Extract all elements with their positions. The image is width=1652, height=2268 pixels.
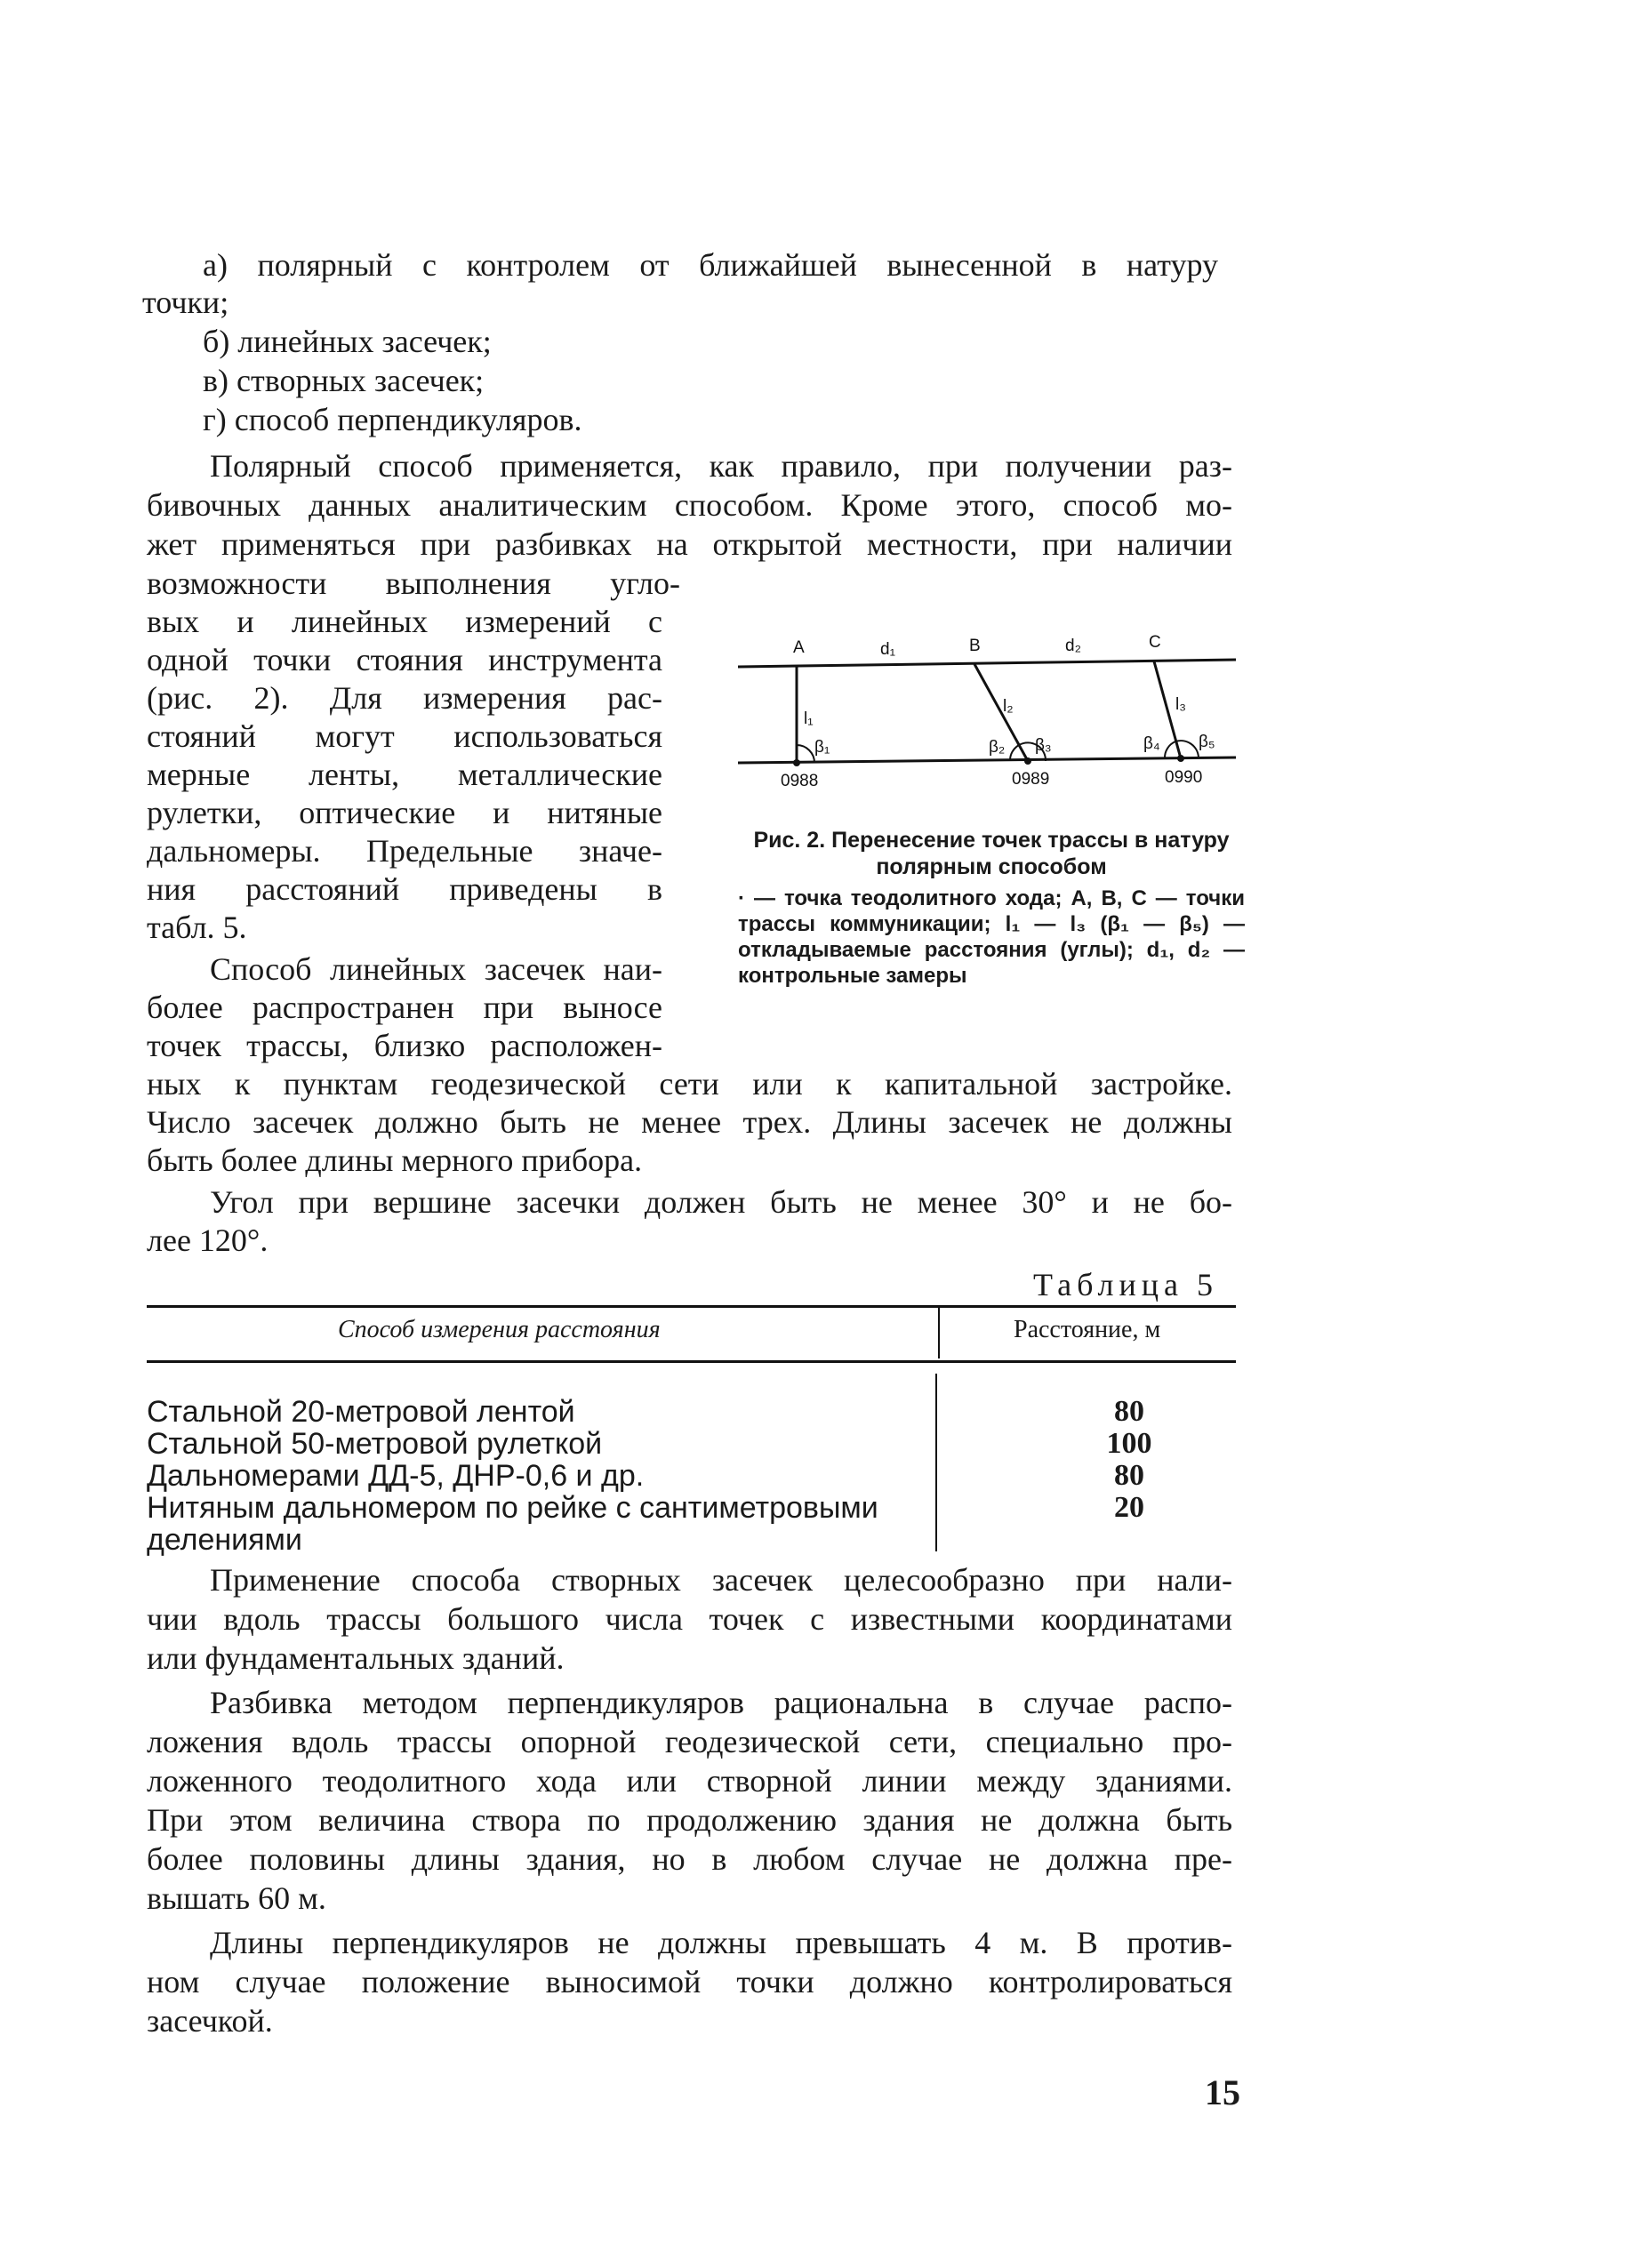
paragraph-line: дальномеры. Предельные значе- [147,833,662,869]
figure-caption-body: · — точка теодолитного хода; A, B, C — точки трассы коммуникации; l₁ — l₃ (β₁ — β₅) — откладываемые расстояния (углы); d₁, d₂ — контрольные замеры [738,886,1245,988]
paragraph-line: рулетки, оптические и нитяные [147,795,662,830]
paragraph-line: При этом величина створа по продолжению здания не должна быть [147,1802,1232,1838]
trace-line [738,660,1236,667]
paragraph-line: (рис. 2). Для измерения рас- [147,680,662,716]
paragraph-line: ных к пунктам геодезической сети или к капитальной застройке. [147,1066,1232,1102]
paragraph-line: ложения вдоль трассы опорной геодезической сети, специально про- [147,1724,1232,1759]
paragraph-line: Применение способа створных засечек целесообразно при нали- [210,1562,1232,1598]
paragraph-line: ном случае положение выносимой точки должно контролироваться [147,1964,1232,2000]
paragraph-line: Разбивка методом перпендикуляров рациональна в случае распо- [210,1685,1232,1720]
length-label-l1: l₁ [804,709,814,728]
table-row [147,1492,1258,1556]
paragraph-line: вых и линейных измерений с [147,604,662,639]
figure-caption-title: Рис. 2. Перенесение точек трассы в натуру полярным способом [753,828,1230,879]
paragraph-line: Длины перпендикуляров не должны превышать 4 м. В против- [210,1925,1232,1960]
paragraph-line: точек трассы, близко расположен- [147,1028,662,1063]
paragraph-line: бивочных данных аналитическим способом. Кроме этого, способ мо- [147,487,1232,523]
figure-drawing [738,631,1245,800]
list-item-a-cont: точки; [142,285,229,320]
point-label-c: C [1149,633,1161,652]
paragraph-line: стояний могут использоваться [147,718,662,754]
table-header-divider [938,1307,940,1358]
paragraph-line: вышать 60 м. [147,1880,326,1916]
paragraph-line: или фундаментальных зданий. [147,1640,565,1676]
paragraph-line: мерные ленты, металлические [147,757,662,792]
length-label-l3: l₃ [1175,695,1186,714]
paragraph-line: быть более длины мерного прибора. [147,1142,643,1178]
station-label: 0990 [1165,768,1203,787]
table-cell-distance: 80 [1114,1459,1144,1492]
paragraph-line: Способ линейных засечек наи- [210,951,662,987]
table-cell-distance: 20 [1114,1491,1144,1524]
point-label-b: B [969,637,981,655]
paragraph-line: более половины длины здания, но в любом случае не должна пре- [147,1841,1232,1877]
table-header-rule [147,1360,1236,1363]
list-item-d: г) способ перпендикуляров. [203,402,582,437]
traverse-point-icon [1177,755,1184,762]
paragraph-line: Угол при вершине засечки должен быть не менее 30° и не бо- [210,1184,1232,1220]
table-body [147,1396,1258,1556]
paragraph-line: жет применяться при разбивках на открытой местности, при наличии [147,526,1232,562]
polar-method-figure [738,631,1245,800]
paragraph-line: чии вдоль трассы большого числа точек с известными координатами [147,1601,1232,1637]
table-header-method: Способ измерения расстояния [338,1316,661,1343]
distance-label-d1: d₁ [880,640,895,659]
paragraph-line: Число засечек должно быть не менее трех. Длины засечек не должны [147,1104,1232,1140]
table-cell-method: Стальной 50-метровой рулеткой [147,1427,603,1461]
table-title: Таблица 5 [1033,1267,1218,1302]
paragraph-line: лее 120°. [147,1222,269,1258]
table-cell-distance: 80 [1114,1395,1144,1428]
table-cell-distance: 100 [1106,1427,1152,1460]
station-label: 0989 [1012,770,1050,789]
table-cell-method: Нитяным дальномером по рейке с сантиметровыми делениями [147,1491,878,1557]
page-number: 15 [1205,2072,1240,2112]
table-header-distance: Расстояние, м [1014,1316,1161,1343]
traverse-line [738,757,1236,763]
paragraph-line: табл. 5. [147,910,247,945]
traverse-point-icon [1024,757,1031,765]
paragraph-line: ния расстояний приведены в [147,871,662,907]
paragraph-line: засечкой. [147,2003,273,2039]
list-item-c: в) створных засечек; [203,363,485,398]
table-row [147,1396,1258,1428]
angle-label-b1: β₁ [814,738,830,757]
traverse-point-icon [793,759,800,766]
table-row [147,1428,1258,1460]
length-label-l2: l₂ [1003,697,1014,716]
distance-label-d2: d₂ [1065,637,1081,655]
paragraph-line: более распространен при выносе [147,990,662,1025]
paragraph-line: ложенного теодолитного хода или створной линии между зданиями. [147,1763,1232,1799]
paragraph-line: возможности выполнения угло- [147,565,680,601]
paragraph-line: Полярный способ применяется, как правило, при получении раз- [210,448,1232,484]
angle-label-b3: β₃ [1035,736,1052,755]
station-label: 0988 [781,772,819,790]
table-cell-method: Дальномерами ДД-5, ДНР-0,6 и др. [147,1459,645,1493]
table-cell-method: Стальной 20-метровой лентой [147,1395,575,1429]
paragraph-line: одной точки стояния инструмента [147,642,662,677]
table-row [147,1460,1258,1492]
point-label-a: A [793,638,805,657]
angle-label-b2: β₂ [989,738,1006,757]
angle-arc-b4 [1165,741,1175,758]
angle-label-b5: β₅ [1199,733,1215,751]
list-item-b: б) линейных засечек; [203,324,492,359]
table-top-rule [147,1305,1236,1308]
list-item-a: а) полярный с контролем от ближайшей вынесенной в натуру [203,247,1218,283]
angle-arc-b1 [797,745,814,763]
angle-label-b4: β₄ [1143,734,1160,753]
